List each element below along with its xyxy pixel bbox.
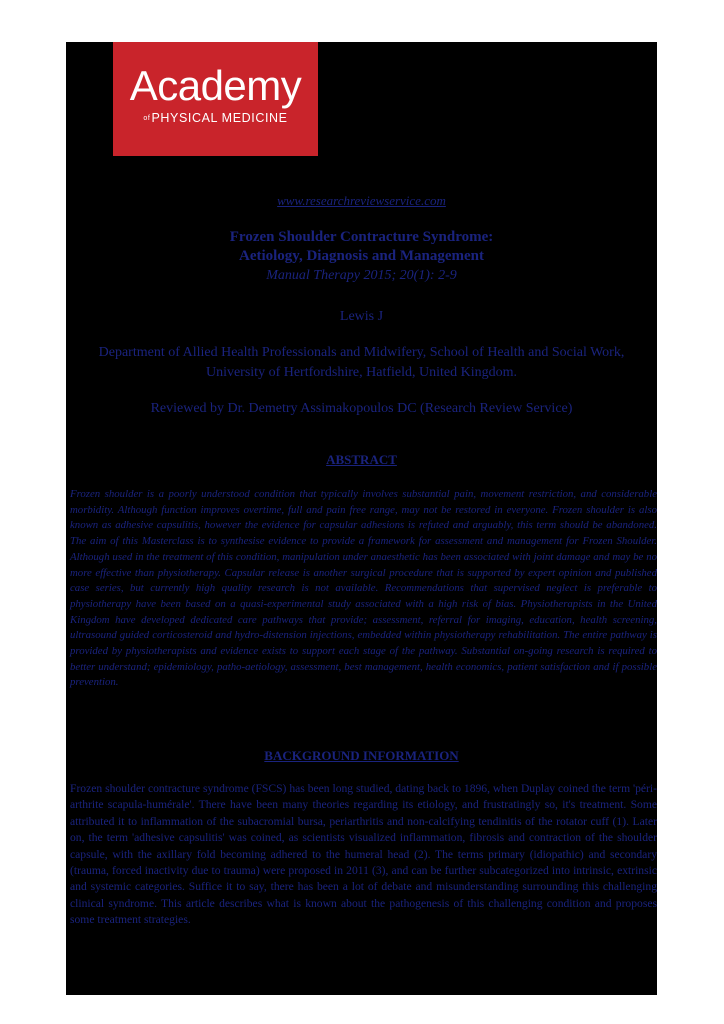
citation: Manual Therapy 2015; 20(1): 2-9: [266, 268, 457, 283]
academy-logo: [113, 42, 318, 156]
affiliation: Department of Allied Health Professionals and Midwifery, School of Health and Social Work, University of Hertfordshire, Hatfield, United Kingdom.: [98, 345, 625, 380]
background-heading: BACKGROUND INFORMATION: [264, 748, 459, 763]
logo-subtitle-text: PHYSICAL MEDICINE: [151, 111, 288, 125]
document-page: [66, 42, 657, 995]
background-text: Frozen shoulder contracture syndrome (FSCS) has been long studied, dating back to 1896, when Duplay coined the term 'péri-arthrite scapula-humérale'. There have been many theories regarding its etiology, and frustratingly so, it's treatment. Some attributed it to inflammation of the subacromial bursa, periarthritis and non-calcifying tendinitis of the rotator cuff (1). Later on, the term 'adhesive capsulitis' was coined, as scientists visualized inflammation, fibrosis and contraction of the shoulder capsule, with the axillary fold becoming adhered to the humeral head (2). The terms primary (idiopathic) and secondary (trauma, forced inactivity due to trauma) were proposed in 2011 (3), and can be further subcategorized into intrinsic, extrinsic and systemic categories. Suffice it to say, there has been a lot of debate and misunderstanding surrounding this challenging clinical syndrome. This article describes what is known about the pathogenesis of this challenging condition and proposes some treatment strategies.: [70, 782, 657, 927]
reviewed-by: Reviewed by Dr. Demetry Assimakopoulos DC (Research Review Service): [150, 401, 573, 416]
abstract-text: Frozen shoulder is a poorly understood condition that typically involves substantial pain, movement restriction, and considerable morbidity. Although function improves overtime, full and pain free range, may not be restored in everyone. Frozen shoulder is also known as adhesive capsulitis, however the evidence for capsular adhesions is refuted and arguably, this term should be abandoned. The aim of this Masterclass is to synthesise evidence to provide a framework for assessment and management for Frozen Shoulder. Although used in the treatment of this condition, manipulation under anaesthetic has been associated with joint damage and may be no more effective than physiotherapy. Capsular release is another surgical procedure that is supported by expert opinion and published case series, but currently high quality research is not available. Recommendations that supervised neglect is preferable to physiotherapy have been based on a quasi-experimental study associated with a high risk of bias. Physiotherapists in the United Kingdom have developed dedicated care pathways that provide; assessment, referral for imaging, education, health screening, ultrasound guided corticosteroid and hydro-distension injections, embedded within physiotherapy rehabilitation. The entire pathway is provided by physiotherapists and evidence exists to support each stage of the pathway. Substantial on-going research is required to better understand; epidemiology, patho-aetiology, assessment, best management, health economics, patient satisfaction and if possible prevention.: [70, 488, 657, 689]
author: Lewis J: [339, 309, 384, 324]
title-line-1: Frozen Shoulder Contracture Syndrome:: [229, 229, 494, 245]
title-line-2: Aetiology, Diagnosis and Management: [238, 248, 484, 264]
logo-subtitle-prefix: of: [143, 115, 151, 122]
abstract-heading: ABSTRACT: [326, 452, 397, 467]
logo-wordmark: Academy: [129, 62, 302, 109]
logo-subtitle: [113, 111, 318, 125]
website-link[interactable]: www.researchreviewservice.com: [277, 193, 446, 208]
